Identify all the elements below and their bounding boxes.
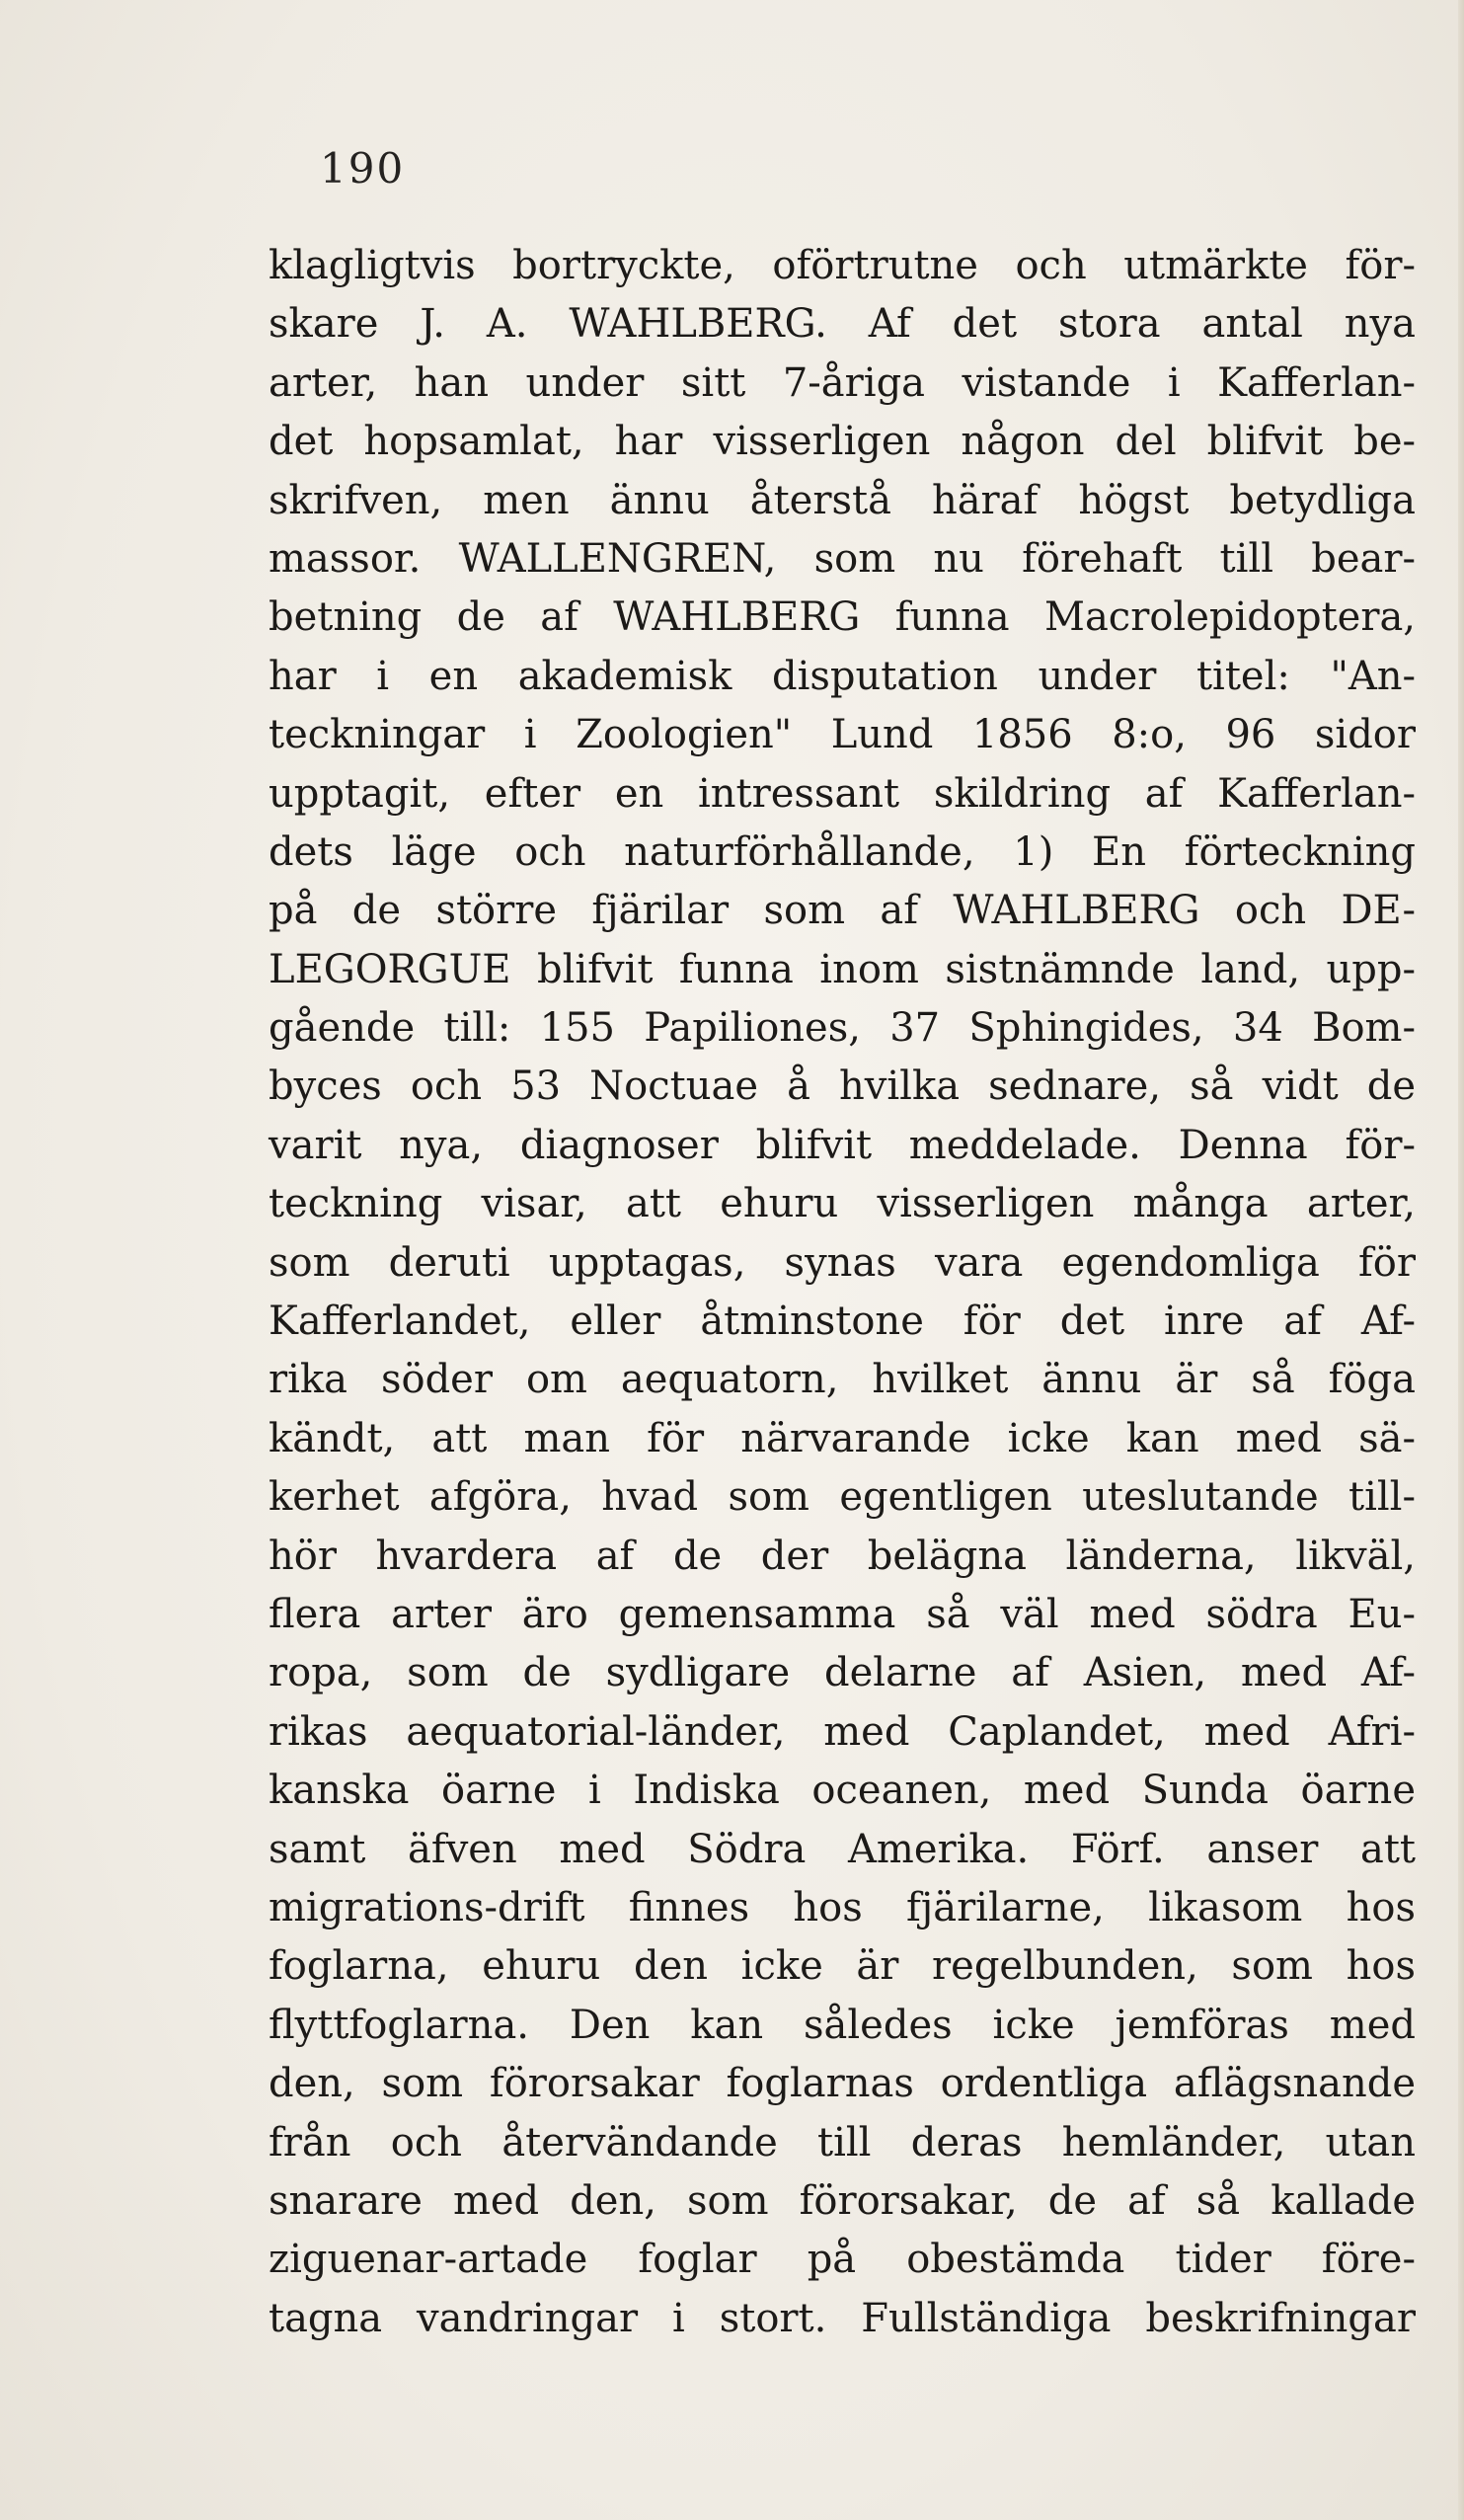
text-line: rika söder om aequatorn, hvilket ännu är så föga [269,1357,1416,1403]
text-line: det hopsamlat, har visserligen någon del blifvit be- [269,419,1416,465]
text-line: teckning visar, att ehuru visserligen många arter, [269,1181,1416,1227]
text-line: ziguenar-artade foglar på obestämda tider före- [269,2237,1416,2283]
text-line: skare J. A. WAHLBERG. Af det stora antal nya [269,301,1416,348]
page-number: 190 [320,144,406,193]
text-line: varit nya, diagnoser blifvit meddelade. Denna för- [269,1122,1416,1168]
text-line: betning de af WAHLBERG funna Macrolepidoptera, [269,594,1416,641]
text-line: massor. WALLENGREN, som nu förehaft till bear- [269,535,1416,582]
text-line: den, som förorsakar foglarnas ordentliga aflägsnande [269,2061,1416,2107]
text-line: samt äfven med Södra Amerika. Förf. anser att [269,1826,1416,1872]
text-line: rikas aequatorial-länder, med Caplandet, med Afri- [269,1708,1416,1755]
text-line: dets läge och naturförhållande, 1) En förteckning [269,828,1416,875]
text-line: klagligtvis bortryckte, oförtrutne och utmärkte för- [269,243,1416,288]
text-line: flera arter äro gemensamma så väl med södra Eu- [269,1591,1416,1637]
text-line: på de större fjärilar som af WAHLBERG och DE- [269,888,1416,934]
body-text [269,237,1416,2348]
text-line: har i en akademisk disputation under titel: "An- [269,653,1416,699]
page-edge [1458,0,1464,2520]
text-line: flyttfoglarna. Den kan således icke jemföras med [269,2002,1416,2048]
text-line: från och återvändande till deras hemländer, utan [269,2119,1416,2166]
text-line: kändt, att man för närvarande icke kan med sä- [269,1415,1416,1461]
text-line: gående till: 155 Papiliones, 37 Sphingides, 34 Bom- [269,1005,1416,1052]
text-line: byces och 53 Noctuae å hvilka sednare, så vidt de [269,1063,1416,1110]
text-line: skrifven, men ännu återstå häraf högst betydliga [269,477,1416,523]
text-line: migrations-drift finnes hos fjärilarne, likasom hos [269,1884,1416,1930]
text-line: teckningar i Zoologien" Lund 1856 8:o, 96 sidor [269,712,1416,758]
text-line: LEGORGUE blifvit funna inom sistnämnde land, upp- [269,946,1416,992]
text-line: snarare med den, som förorsakar, de af så kallade [269,2177,1416,2224]
text-line: som deruti upptagas, synas vara egendomliga för [269,1239,1416,1286]
text-line: tagna vandringar i stort. Fullständiga beskrifningar [269,2295,1416,2341]
text-line: ropa, som de sydligare delarne af Asien, med Af- [269,1650,1416,1696]
text-line: Kafferlandet, eller åtminstone för det inre af Af- [269,1299,1416,1345]
text-line: kerhet afgöra, hvad som egentligen uteslutande till- [269,1474,1416,1521]
text-line: foglarna, ehuru den icke är regelbunden, som hos [269,1943,1416,1990]
text-line: upptagit, efter en intressant skildring af Kafferlan- [269,770,1416,817]
text-line: hör hvardera af de der belägna länderna, likväl, [269,1533,1416,1579]
text-line: kanska öarne i Indiska oceanen, med Sunda öarne [269,1768,1416,1814]
text-line: arter, han under sitt 7-åriga vistande i Kafferlan- [269,359,1416,406]
